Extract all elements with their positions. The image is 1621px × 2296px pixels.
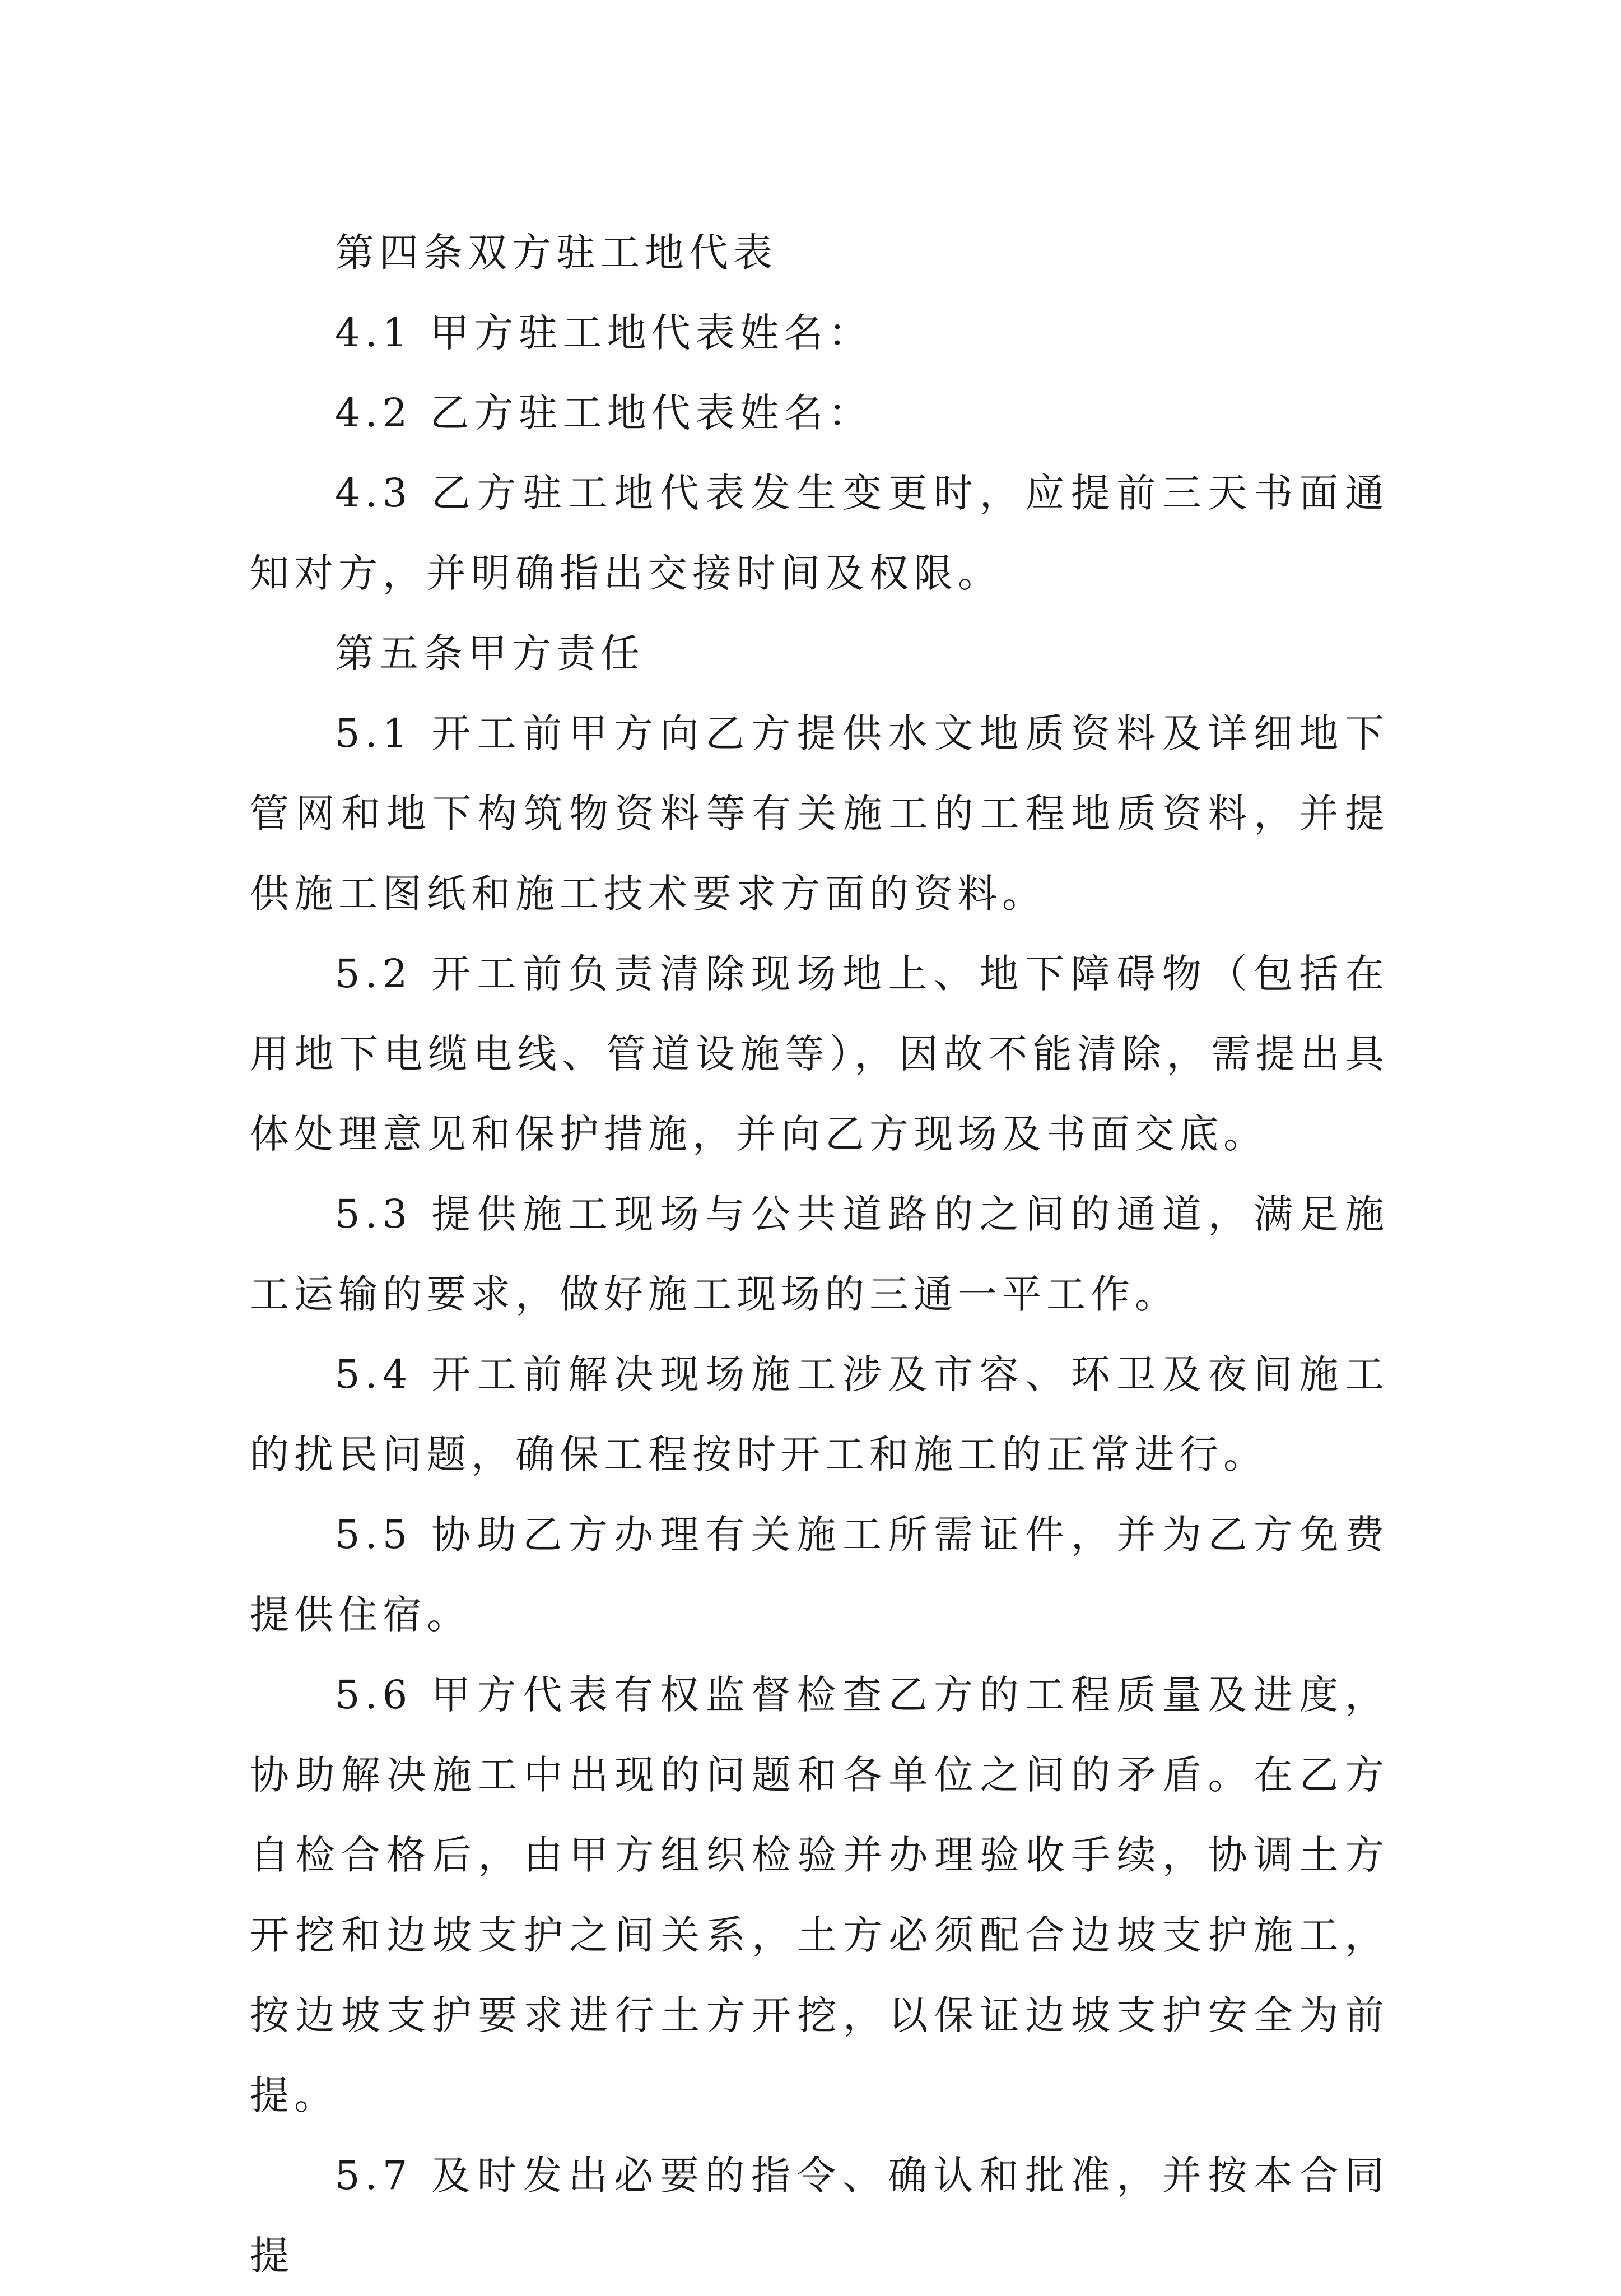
clause-5-6: 5.6 甲方代表有权监督检查乙方的工程质量及进度，协助解决施工中出现的问题和各单位之间的矛盾。在乙方自检合格后，由甲方组织检验并办理验收手续，协调土方开挖和边坡支护之间关系，土方必须配合边坡支护施工，按边坡支护要求进行土方开挖，以保证边坡支护安全为前提。 (250, 1672, 1389, 2118)
clause-4-1: 4.1 甲方驻工地代表姓名： (335, 310, 873, 356)
clause-5-7: 5.7 及时发出必要的指令、确认和批准，并按本合同提 (250, 2153, 1389, 2279)
clause-5-2: 5.2 开工前负责清除现场地上、地下障碍物（包括在用地下电缆电线、管道设施等），因故不能清除，需提出具体处理意见和保护措施，并向乙方现场及书面交底。 (250, 951, 1389, 1157)
clause-5-1: 5.1 开工前甲方向乙方提供水文地质资料及详细地下管网和地下构筑物资料等有关施工的工程地质资料，并提供施工图纸和施工技术要求方面的资料。 (250, 710, 1389, 917)
clause-4-3: 4.3 乙方驻工地代表发生变更时，应提前三天书面通知对方，并明确指出交接时间及权限。 (250, 470, 1389, 596)
clause-5-5: 5.5 协助乙方办理有关施工所需证件，并为乙方免费提供住宿。 (250, 1512, 1389, 1638)
article-4-heading: 第四条双方驻工地代表 (335, 230, 777, 276)
clause-5-4: 5.4 开工前解决现场施工涉及市容、环卫及夜间施工的扰民问题，确保工程按时开工和施工的正常进行。 (250, 1351, 1389, 1477)
clause-5-3: 5.3 提供施工现场与公共道路的之间的通道，满足施工运输的要求，做好施工现场的三通一平工作。 (250, 1191, 1389, 1317)
article-5-heading: 第五条甲方责任 (335, 630, 645, 676)
clause-4-2: 4.2 乙方驻工地代表姓名： (335, 390, 873, 436)
document-body (250, 213, 1389, 2296)
